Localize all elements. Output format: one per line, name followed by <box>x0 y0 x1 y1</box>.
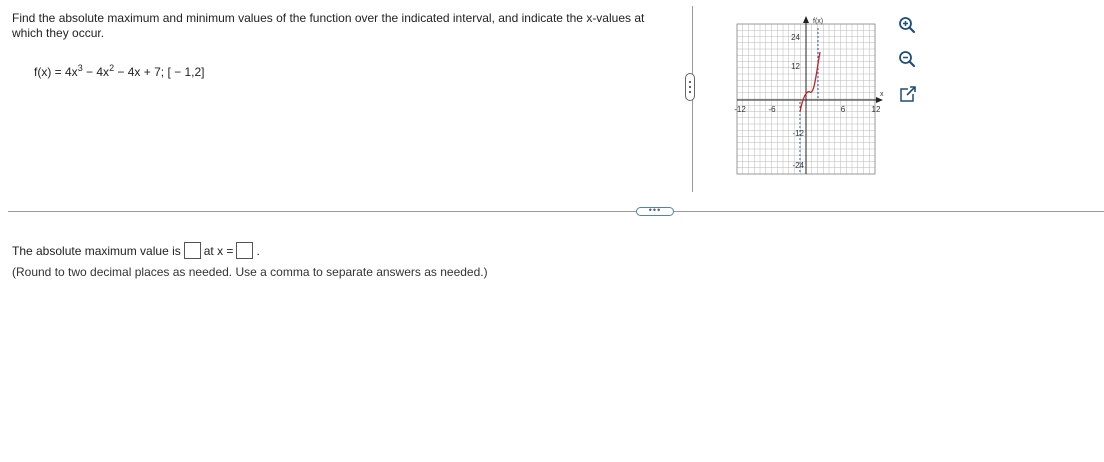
at-x-label: at x = <box>203 243 234 258</box>
formula-part: − 4x + 7; [ − 1,2] <box>114 65 205 79</box>
x-tick-label: -12 <box>734 105 746 114</box>
end-punctuation: . <box>256 243 260 258</box>
x-tick-label: 6 <box>840 105 846 114</box>
x-tick-label: -6 <box>768 105 776 114</box>
formula-part: − 4x <box>82 65 110 79</box>
y-tick-label: -24 <box>792 161 804 170</box>
horizontal-divider <box>8 211 1104 212</box>
vertical-resize-handle[interactable] <box>685 73 695 101</box>
horizontal-resize-handle[interactable]: ••• <box>636 207 674 216</box>
function-graph <box>727 12 883 182</box>
formula-part: f(x) = 4x <box>34 65 78 79</box>
exponent: 2 <box>109 63 115 73</box>
question-text <box>12 11 672 41</box>
exponent: 3 <box>77 63 83 73</box>
function-curve <box>800 52 820 112</box>
zoom-out-icon[interactable] <box>898 50 916 68</box>
y-tick-label: 24 <box>791 33 800 42</box>
answer-line <box>12 242 260 259</box>
x-axis-label: x <box>880 91 884 98</box>
zoom-in-icon[interactable] <box>898 16 916 34</box>
y-tick-label: -12 <box>792 129 804 138</box>
function-formula <box>34 63 204 79</box>
y-axis-arrow <box>803 16 809 23</box>
max-value-input[interactable] <box>184 242 201 259</box>
rounding-note: (Round to two decimal places as needed. Use a comma to separate answers as needed.) <box>12 265 488 279</box>
max-label: The absolute maximum value is <box>12 243 181 258</box>
x-tick-label: 12 <box>871 105 881 114</box>
y-tick-label: 12 <box>791 62 800 71</box>
question-prompt: Find the absolute maximum and minimum values of the function over the indicated interval, and indicate the x-values at which they occur. <box>12 11 645 40</box>
y-axis-label: f(x) <box>813 18 824 25</box>
x-value-input[interactable] <box>236 242 253 259</box>
open-new-window-icon[interactable] <box>899 85 917 103</box>
